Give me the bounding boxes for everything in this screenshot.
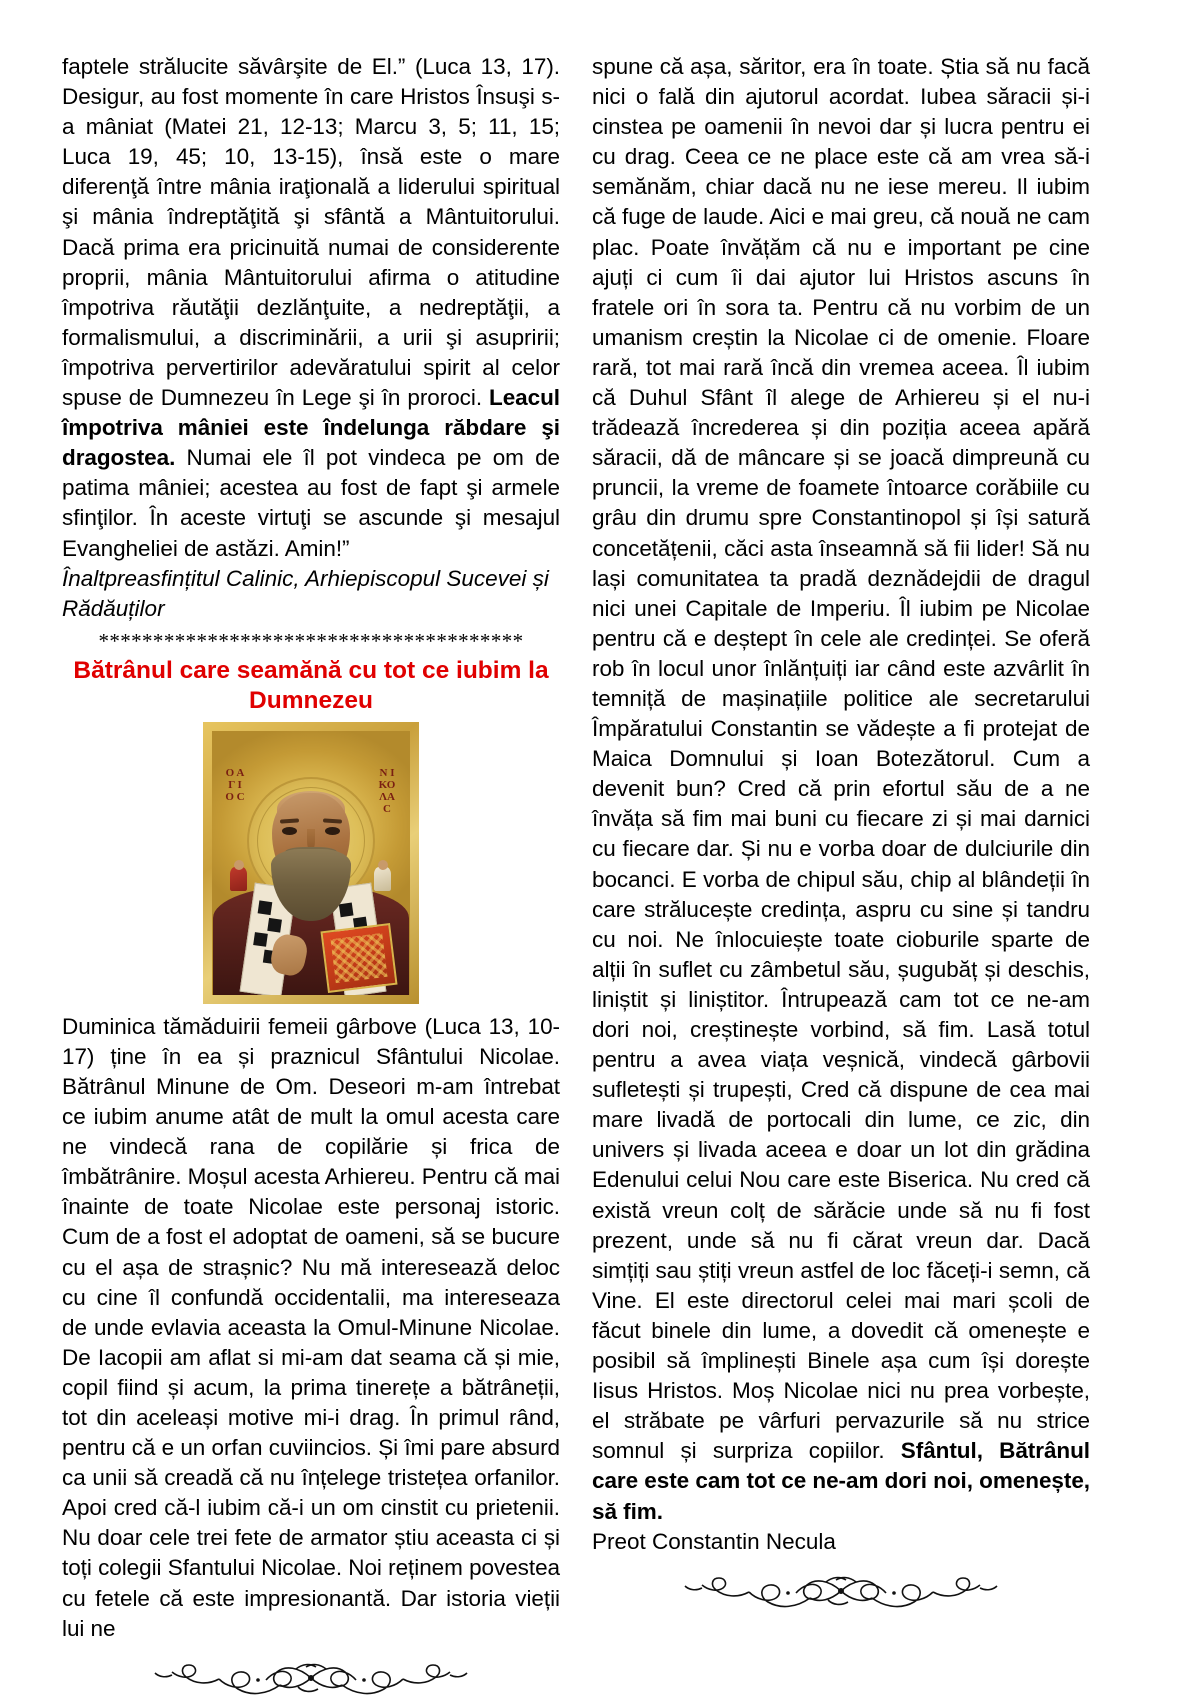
icon-artwork [212,731,410,995]
gospel-book-icon [320,923,397,993]
right-body-bold: Sfântul, Bătrânul care este cam tot ce ne-am dori noi, omenește, să fim. [592,1438,1090,1524]
two-column-layout [62,52,1128,1700]
left-paragraph-continuation [62,52,560,564]
decorative-flourish-icon [676,1569,1006,1613]
left-column [62,52,560,1700]
theotokos-figure-icon [370,859,396,893]
greek-inscription-right: Ν Ι ΚΟ ΛΑ C [378,766,396,815]
asterisk-separator: *************************************** [98,629,524,652]
saint-nicholas-icon [203,722,419,1004]
paragraph-text-part2: Numai ele îl pot vindeca pe om de patima mâniei; acestea au fost de fapt şi armele sfinţilor. În aceste virtuţi se ascunde şi mesajul Evangheliei de astăzi. Amin!” [62,445,560,561]
article-body-left: Duminica tămăduirii femeii gârbove (Luca 13, 10-17) ține în ea și praznicul Sfântului Nicolae. Bătrânul Minune de Om. Deseori m-am întrebat ce iubim anume atât de mult la omul acesta care ne vindecă rana de copilărie și frica de îmbătrânire. Moșul acesta Arhiereu. Pentru că mai înainte de toate Nicolae este personaj istoric. Cum de a fost el adoptat de oameni, să se bucure cu el așa de strașnic? Nu mă interesează deloc cu cine îl confundă occidentalii, ma intereseaza de unde evlavia aceasta la Omul-Minune Nicolae. De Iacopii am aflat si mi-am dat seama că și mie, copil fiind și acum, la prima tinerețe a bătrâneții, tot din aceleași motive mi-i drag. În primul rând, pentru că e un orfan cuviincios. Și îmi pare absurd ca unii să creadă că nu înțelege tristețea orfanilor. Apoi cred că-l iubim că-i un om cinstit cu prietenii. Nu doar cele trei fete de armator știu aceasta ci și toți colegii Sfantului Nicolae. Noi reținem povestea cu fetele că este impresionantă. Dar istoria vieții lui ne [62,1013,560,1641]
eye-right [325,827,340,835]
paragraph-text-part1: faptele strălucite săvârşite de El.” (Luca 13, 17). Desigur, au fost momente în care Hristos Însuşi s-a mâniat (Matei 21, 12-13; Marcu 3, 5; 11, 15; Luca 19, 45; 10, 13-15), însă este o mare diferenţă între mânia iraţională a liderului spiritual şi mânia îndreptăţită şi sfântă a Mântuitorului. Dacă prima era pricinuită numai de considerente proprii, mânia Mântuitorului afirma o atitudine împotriva răutăţii dezlănţuite, a nedreptăţii, a formalismului, a discriminării, a urii şi asupririi; împotriva pervertirilor adevăratului spirit al celor spuse de Dumnezeu în Lege şi în proroci. [62,54,560,411]
ornament-right [592,1569,1090,1613]
eye-left [282,827,297,835]
attribution-line: Înaltpreasfințitul Calinic, Arhiepiscopul Sucevei și Rădăuților [62,565,549,621]
christ-figure-icon [226,859,252,893]
article-author: Preot Constantin Necula [592,1528,836,1554]
decorative-flourish-icon [146,1656,476,1700]
right-body-text: spune că așa, săritor, era în toate. Știa să nu facă nici o fală din ajutorul acordat. Iubea săracii și-i cinstea pe oamenii în nevoi dar și lucra pentru ei cu drag. Ceea ce ne place este că am vrea să-i semănăm, chiar dacă nu ne iese mereu. Il iubim că fuge de laude. Aici e mai greu, că nouă ne cam plac. Poate învățăm că nu e important pe cine ajuți ci cum îi dai ajutor lui Hristos ascuns în fratele ori în sora ta. Pentru că nu vorbim de un umanism creștin la Nicolae ci de omenie. Floare rară, tot mai rară încă din vremea aceea. Îl iubim că Duhul Sfânt îl alege de Arhiereu și el nu-i trădează încrederea și din poziția aceea apără săracii, dă de mâncare și se joacă dimpreună cu pruncii, la vreme de foamete întoarce corăbiile cu grâu din drumu spre Constantinopol și își satură concetățenii, căci asta înseamnă să fii lider! Să nu lași comunitatea ta pradă deznădejdii de dragul nici unei Capitale de Imperiu. Îl iubim pe Nicolae pentru că e deștept în cele ale credinței. Se oferă rob în locul unor înlănțuiți iar când este azvârlit în temniță de mașinațiile politice ale secretarului Împăratului Constantin se vădește a fi protejat de Maica Domnului și Ioan Botezătorul. Cum a devenit bun? Cred că prin efortul său de a ne învăța să fim mai buni cu fiecare zi și mai darnici cu fiecare dar. Și nu e vorba doar de dulciurile din bocanci. E vorba de chipul său, chip al blândeții în care strălucește credința, aspru cu sine și tandru cu noi. Ne înlocuiește toate cioburile sparte de alții în suflet cu zâmbetul său, șugubăț și deschis, liniștit și liniștitor. Întrupează cam tot ce ne-am dori noi, creștinește vorbind, să fim. Lasă totul pentru a avea viața veșnică, vindecă gârbovii sufletești și trupești, Cred că dispune de cea mai mare livadă de portocali din lume, ce zic, din univers și livada aceea e doar un lot din grădina Edenului celui Nou care este Biserica. Nu cred că există vreun colț de sărăcie unde să nu fi fost prezent, unde să nu fi cărat vreun dar. Dacă simțiți sau știți vreun astfel de loc făceți-i semn, că Vine. El este directorul celei mai mari școli de făcut binele din lume, a dovedit că omenește e posibil să împlinești Binele așa cum își dorește Iisus Hristos. Moș Nicolae nici nu prea vorbește, el străbate pe vârfuri pervazurile să nu strice somnul și surpriza copiilor. [592,54,1090,1464]
article-body-right [592,52,1090,1527]
ornament-left [62,1656,560,1700]
icon-frame [203,722,419,1004]
greek-inscription-left: Ο Α Γ Ι Ο C [225,766,245,803]
article-title: Bătrânul care seamănă cu tot ce iubim la Dumnezeu [73,656,549,714]
right-column [592,52,1090,1700]
paragraph-text-bold: Leacul împotriva mâniei este îndelunga răbdare şi dragostea. [62,385,560,471]
